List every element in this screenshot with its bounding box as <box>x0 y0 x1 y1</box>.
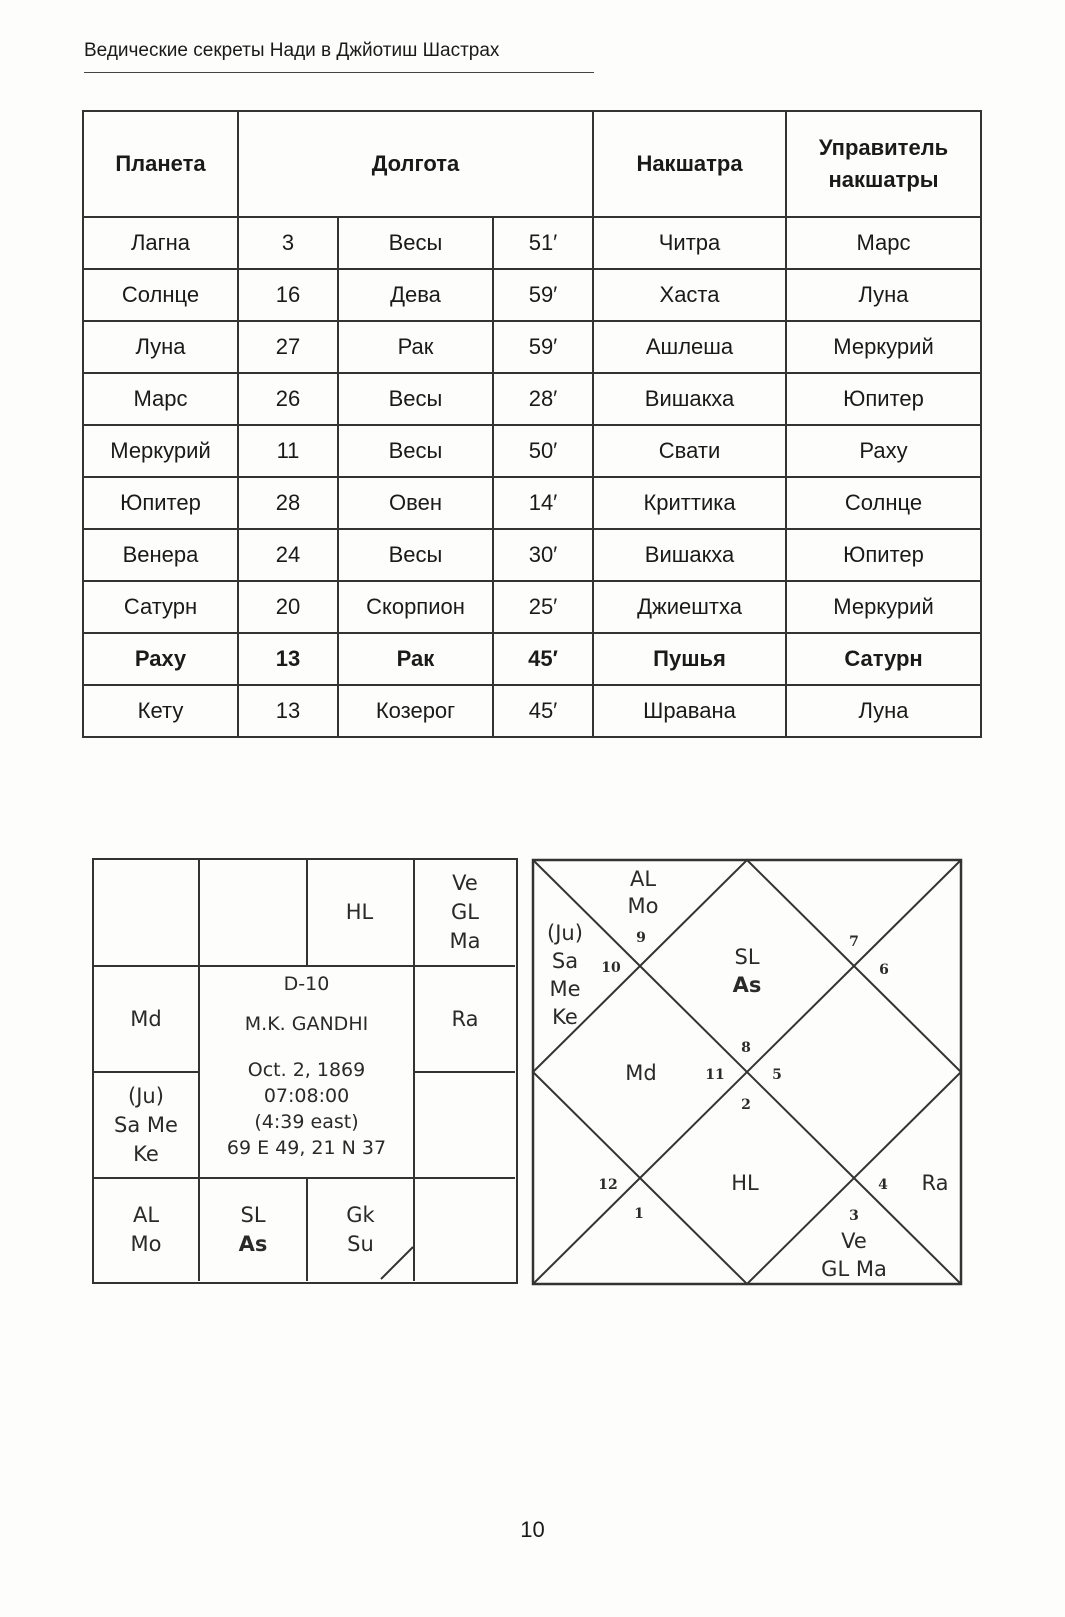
cell-nakshatra: Читра <box>593 217 786 269</box>
label-ve: Ve <box>452 871 478 895</box>
cell-planet: Раху <box>83 633 238 685</box>
cell-nakshatra: Шравана <box>593 685 786 737</box>
house-7: 7 <box>849 934 859 950</box>
birth-date: Oct. 2, 1869 <box>247 1059 366 1081</box>
header-planet: Планета <box>83 111 238 217</box>
cell-ruler: Юпитер <box>786 373 981 425</box>
label-gk: Gk <box>346 1203 375 1227</box>
cell-sl-as <box>200 1179 306 1281</box>
cell-planet: Марс <box>83 373 238 425</box>
table-row <box>83 477 981 529</box>
cell-deg: 26 <box>238 373 338 425</box>
cell-ruler: Луна <box>786 269 981 321</box>
cell-planet: Венера <box>83 529 238 581</box>
cell-sign: Скорпион <box>338 581 493 633</box>
cell-ruler: Марс <box>786 217 981 269</box>
timezone: (4:39 east) <box>254 1111 359 1133</box>
nc-sl: SL <box>734 945 760 969</box>
header-ruler-line2: накшатры <box>828 167 939 192</box>
cell-nakshatra: Свати <box>593 425 786 477</box>
cell-deg: 20 <box>238 581 338 633</box>
cell-sign: Весы <box>338 217 493 269</box>
house-9: 9 <box>636 930 646 946</box>
house-3: 3 <box>849 1208 859 1224</box>
house-1: 1 <box>634 1206 644 1222</box>
house-11: 11 <box>705 1067 725 1083</box>
nc-gl-ma: GL Ma <box>821 1257 887 1281</box>
nc-ve: Ve <box>841 1229 867 1253</box>
table-header-row <box>83 111 981 217</box>
cell-deg: 28 <box>238 477 338 529</box>
label-sa-me: Sa Me <box>114 1112 178 1137</box>
nc-ke: Ke <box>552 1005 578 1029</box>
cell-hl: HL <box>345 900 374 924</box>
cell-deg: 27 <box>238 321 338 373</box>
coordinates: 69 E 49, 21 N 37 <box>226 1137 387 1159</box>
cell-ruler: Солнце <box>786 477 981 529</box>
nc-hl: HL <box>731 1171 759 1195</box>
birth-time: 07:08:00 <box>263 1085 350 1107</box>
chart-center-info <box>200 967 413 1177</box>
cell-deg: 13 <box>238 633 338 685</box>
nc-al: AL <box>629 867 657 891</box>
label-ke: Ke <box>133 1141 159 1166</box>
south-indian-chart <box>92 858 518 1284</box>
nc-ju: (Ju) <box>547 921 583 945</box>
table-row <box>83 633 981 685</box>
table-row <box>83 217 981 269</box>
label-su: Su <box>347 1232 374 1256</box>
cell-nakshatra: Вишакха <box>593 529 786 581</box>
cell-planet: Меркурий <box>83 425 238 477</box>
label-sl: SL <box>240 1203 266 1227</box>
native-name: M.K. GANDHI <box>244 1013 369 1035</box>
cell-deg: 24 <box>238 529 338 581</box>
cell-deg: 16 <box>238 269 338 321</box>
header-ruler <box>786 111 981 217</box>
header-longitude: Долгота <box>238 111 593 217</box>
cell-deg: 13 <box>238 685 338 737</box>
nc-md: Md <box>625 1061 657 1085</box>
planet-table <box>82 110 982 738</box>
cell-sign: Овен <box>338 477 493 529</box>
table-row <box>83 373 981 425</box>
cell-min: 14′ <box>493 477 593 529</box>
cell-sign: Весы <box>338 529 493 581</box>
cell-ra: Ra <box>451 1006 479 1031</box>
house-5: 5 <box>772 1067 782 1083</box>
cell-min: 59′ <box>493 269 593 321</box>
nc-me: Me <box>549 977 581 1001</box>
house-12: 12 <box>598 1177 618 1193</box>
label-ju: (Ju) <box>128 1083 164 1108</box>
cell-md: Md <box>130 1006 162 1031</box>
cell-min: 45′ <box>493 685 593 737</box>
cell-deg: 11 <box>238 425 338 477</box>
label-al: AL <box>132 1203 160 1227</box>
cell-min: 25′ <box>493 581 593 633</box>
house-4: 4 <box>878 1177 888 1193</box>
table-row <box>83 425 981 477</box>
cell-sign: Весы <box>338 373 493 425</box>
cell-nakshatra: Криттика <box>593 477 786 529</box>
cell-nakshatra: Вишакха <box>593 373 786 425</box>
cell-planet: Солнце <box>83 269 238 321</box>
cell-sign: Козерог <box>338 685 493 737</box>
cell-planet: Лагна <box>83 217 238 269</box>
cell-ju-sa-me-ke <box>94 1073 198 1177</box>
table-row <box>83 269 981 321</box>
cell-sign: Рак <box>338 633 493 685</box>
house-6: 6 <box>879 962 889 978</box>
table-row <box>83 321 981 373</box>
nc-as: As <box>732 973 762 997</box>
cell-min: 45′ <box>493 633 593 685</box>
north-indian-chart <box>531 858 963 1286</box>
table-row <box>83 529 981 581</box>
header-ruler-line1: Управитель <box>818 135 949 160</box>
cell-min: 30′ <box>493 529 593 581</box>
running-header: Ведические секреты Нади в Джйотиш Шастрах <box>84 40 594 73</box>
cell-ruler: Меркурий <box>786 581 981 633</box>
cell-ve-gl-ma <box>415 860 515 965</box>
table-row <box>83 685 981 737</box>
cell-nakshatra: Хаста <box>593 269 786 321</box>
cell-nakshatra: Пушья <box>593 633 786 685</box>
label-ma: Ma <box>449 929 481 953</box>
label-mo: Mo <box>130 1232 162 1256</box>
cell-gk-su <box>308 1179 413 1281</box>
division-label: D-10 <box>283 973 330 995</box>
house-8: 8 <box>741 1040 751 1056</box>
cell-ruler: Луна <box>786 685 981 737</box>
cell-min: 28′ <box>493 373 593 425</box>
cell-min: 50′ <box>493 425 593 477</box>
cell-planet: Кету <box>83 685 238 737</box>
cell-planet: Юпитер <box>83 477 238 529</box>
house-2: 2 <box>741 1097 751 1113</box>
nc-mo: Mo <box>627 894 659 918</box>
cell-nakshatra: Джиештха <box>593 581 786 633</box>
cell-min: 51′ <box>493 217 593 269</box>
table-row <box>83 581 981 633</box>
cell-planet: Сатурн <box>83 581 238 633</box>
label-as: As <box>238 1232 268 1256</box>
cell-deg: 3 <box>238 217 338 269</box>
cell-min: 59′ <box>493 321 593 373</box>
cell-sign: Весы <box>338 425 493 477</box>
nc-sa: Sa <box>551 949 579 973</box>
cell-ruler: Сатурн <box>786 633 981 685</box>
cell-ruler: Юпитер <box>786 529 981 581</box>
house-10: 10 <box>601 960 621 976</box>
cell-nakshatra: Ашлеша <box>593 321 786 373</box>
cell-ruler: Меркурий <box>786 321 981 373</box>
north-chart-svg <box>531 858 963 1286</box>
cell-al-mo <box>94 1179 198 1281</box>
cell-sign: Дева <box>338 269 493 321</box>
cell-sign: Рак <box>338 321 493 373</box>
label-gl: GL <box>451 900 479 924</box>
nc-ra: Ra <box>921 1171 949 1195</box>
cell-planet: Луна <box>83 321 238 373</box>
page-number: 10 <box>520 1517 545 1542</box>
cell-ruler: Раху <box>786 425 981 477</box>
header-nakshatra: Накшатра <box>593 111 786 217</box>
